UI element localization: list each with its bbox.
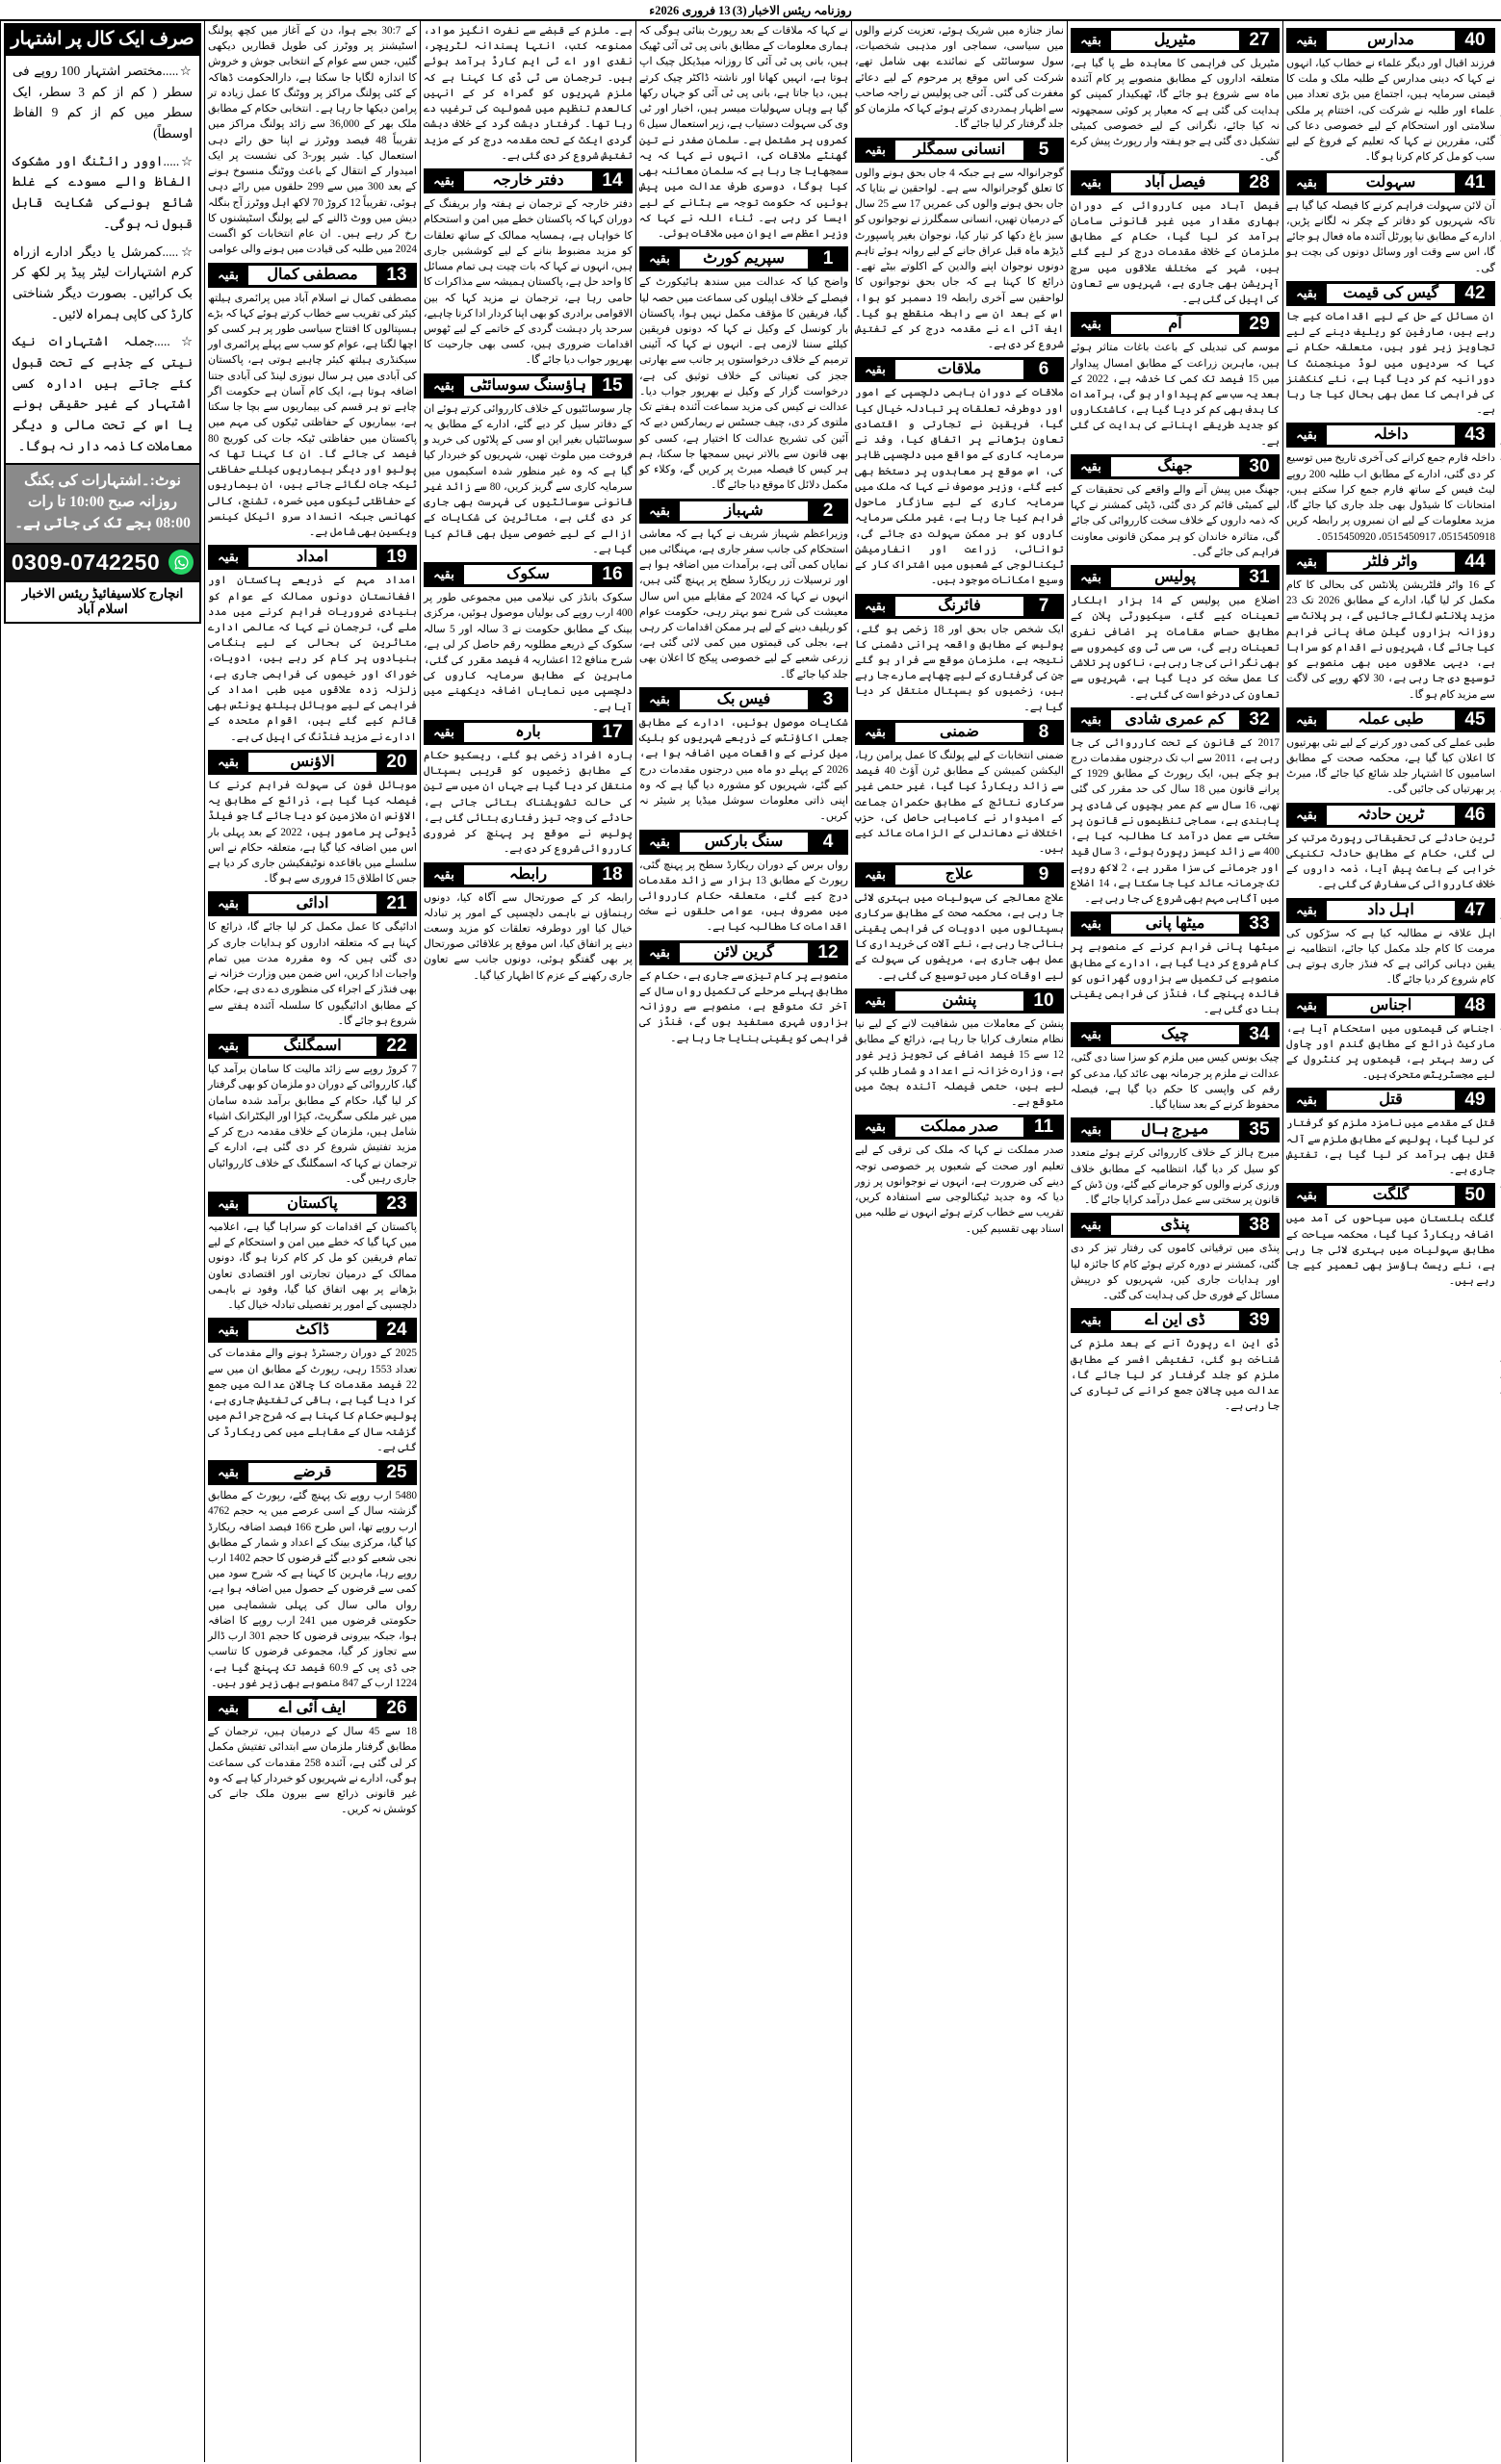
continuation-label: بقیہ	[218, 1465, 239, 1480]
section-title: شہباز	[680, 501, 808, 521]
section-title: پولیس	[1111, 568, 1239, 587]
section-header	[1071, 312, 1280, 337]
article-text: مٹیریل کی فراہمی کا معاہدہ طے پا گیا ہے، متعلقہ اداروں کے مطابق منصوبے پر کام آئندہ ماہ سے شروع ہو جائے گا، ٹھیکیدار کمپنی کو ہدایت کی گئی ہے کہ معیار پر کوئی سمجھوتہ نہ کیا جائے، نگرانی کے لیے خصوصی کمیٹی تشکیل دی گئی ہے جو ہفتہ وار رپورٹ پیش کرے گی۔	[1071, 58, 1280, 164]
ad-rule-item: ☆.....مختصر اشتہار 100 روپے فی سطر ( کم از کم 3 سطر، ایک سطر میں کم از کم 9 الفاظ اوسطاً)	[13, 63, 194, 141]
article-text: شکایات موصول ہوئیں، ادارے کے مطابق جعلی اکاؤنٹس کے ذریعے شہریوں کو بلیک میل کرنے کے واقعات میں اضافہ ہوا ہے، 2026 کے پہلے دو ماہ میں درجنوں مقدمات درج کیے گئے، شہریوں کو مشورہ دیا گیا ہے کہ وہ اپنی ذاتی معلومات سوشل میڈیا پر شیئر نہ کریں۔	[639, 716, 848, 823]
section-number: 14	[602, 170, 623, 192]
article-text: علاج معالجے کی سہولیات میں بہتری لائی جا رہی ہے، محکمہ صحت کے مطابق سرکاری ہسپتالوں میں ادویات کی فراہمی یقینی بنائی جا رہی ہے، نئے آلات کی خریداری کا عمل بھی جاری ہے، مریضوں کی سہولت کے لیے اوقات کار میں توسیع کی گئی ہے۔	[855, 891, 1064, 982]
section-title: مٹیریل	[1111, 31, 1239, 50]
article-text: ایک شخص جاں بحق اور 18 زخمی ہو گئے، پولیس کے مطابق واقعہ پرانی دشمنی کا نتیجہ ہے، ملزمان موقع سے فرار ہو گئے جن کی گرفتاری کے لیے چھاپے مارے جا رہے ہیں، زخمیوں کو ہسپتال منتقل کر دیا گیا ہے۔	[855, 623, 1064, 713]
columns-container	[0, 21, 1501, 2462]
section-title: سپریم کورٹ	[680, 249, 808, 269]
section-header	[1071, 1213, 1280, 1238]
section-header	[639, 246, 848, 271]
article-text: فیصل آباد میں کارروائی کے دوران بھاری مقدار میں غیر قانونی سامان برآمد کر لیا گیا، حکام کے مطابق ملزمان کے خلاف مقدمات درج کر لیے گئے ہیں، شہر کے مختلف علاقوں میں سرچ آپریشن بھی جاری ہے، شہریوں سے تعاون کی اپیل کی گئی ہے۔	[1071, 199, 1280, 306]
ad-box-rules	[6, 56, 199, 463]
continuation-label: بقیہ	[1296, 285, 1317, 300]
section-header	[639, 830, 848, 855]
article-text: دفتر خارجہ کے ترجمان نے ہفتہ وار بریفنگ کے دوران کہا کہ پاکستان خطے میں امن و استحکام کا خواہاں ہے، ہمسایہ ممالک کے ساتھ تعلقات کو مزید مضبوط بنانے کے لیے کوششیں جاری ہیں، انہوں نے کہا کہ بات چیت ہی تمام مسائل کا واحد حل ہے، پاکستان ہمیشہ سے مذاکرات کا حامی رہا ہے، ترجمان نے مزید کہا کہ بین الاقوامی برادری کو بھی اپنا کردار ادا کرنا چاہیے، سرحد پار دہشت گردی کے خاتمے کے لیے ٹھوس اقدامات ضروری ہیں، کسی بھی جارحیت کا بھرپور جواب دیا جائے گا۔	[424, 198, 633, 367]
section-header	[1071, 565, 1280, 590]
section-number: 48	[1464, 994, 1486, 1015]
continuation-label: بقیہ	[1296, 1188, 1317, 1203]
section-title: گرین لائن	[680, 943, 808, 962]
section-number: 25	[386, 1462, 407, 1483]
section-header	[639, 499, 848, 524]
article-text: موبائل فون کی سہولت فراہم کرنے کا فیصلہ کیا گیا ہے، ذرائع کے مطابق یہ الاؤنس ان ملازمین کو دیا جائے گا جو فیلڈ ڈیوٹی پر مامور ہیں، 2022 کے بعد پہلی بار اس میں اضافہ کیا گیا ہے، متعلقہ حکام نے اس سلسلے میں باقاعدہ نوٹیفکیشن جاری کر دیا ہے جس کا اطلاق 15 فروری سے ہو گا۔	[208, 779, 417, 886]
section-header	[1286, 1088, 1495, 1113]
article-text: ضمنی انتخابات کے لیے پولنگ کا عمل پرامن رہا، الیکشن کمیشن کے مطابق ٹرن آؤٹ 40 فیصد سے زائد ریکارڈ کیا گیا، غیر حتمی غیر سرکاری نتائج کے مطابق حکمران جماعت کے امیدوار نے کامیابی حاصل کی، حزب اختلاف نے دھاندلی کے الزامات عائد کیے ہیں۔	[855, 749, 1064, 856]
section-header	[208, 891, 417, 916]
section-number: 15	[602, 374, 623, 396]
section-header	[208, 750, 417, 775]
continuation-label: بقیہ	[1296, 427, 1317, 443]
section-title: صدر مملکت	[895, 1117, 1023, 1137]
section-number: 5	[1038, 139, 1049, 160]
section-number: 26	[386, 1698, 407, 1719]
article-text: گوجرانوالہ سے ہے جبکہ 4 جاں بحق ہونے والوں کا تعلق گوجرانوالہ سے ہے۔ لواحقین نے بتایا کہ جاں بحق ہونے والوں کی عمریں 17 سے 25 سال کے درمیان تھیں، انسانی سمگلرز نے نوجوانوں کو سبز باغ دکھا کر تیار کیا، نوجوان بغیر پاسپورٹ ڈیڑھ ماہ قبل عراق جانے کے لیے روانہ ہوئے تاہم دونوں نوجوان اپنے والدین کے اکلوتے بیٹے تھے۔ ذرائع کا کہنا ہے کہ جاں بحق نوجوانوں کا لواحقین سے آخری رابطہ 19 دسمبر کو ہوا، اس کے بعد ان سے رابطہ منقطع ہو گیا۔ ایف آئی اے نے مقدمہ درج کر کے تفتیش شروع کر دی ہے۔	[855, 167, 1065, 351]
section-title: ادائی	[248, 894, 376, 913]
article-text: میٹھا پانی فراہم کرنے کے منصوبے پر کام شروع کر دیا گیا ہے، ادارے کے مطابق منصوبے کی تکمیل سے ہزاروں گھرانوں کو فائدہ پہنچے گا، فنڈز کی فراہمی یقینی بنا دی گئی ہے۔	[1071, 941, 1280, 1016]
continuation-label: بقیہ	[1080, 916, 1101, 932]
section-header	[208, 1696, 417, 1721]
column-3	[635, 21, 851, 2462]
article-text: پنڈی میں ترقیاتی کاموں کی رفتار تیز کر دی گئی، کمشنر نے دورہ کرتے ہوئے کام کا جائزہ لیا اور ہدایات جاری کیں، شہریوں کو درپیش مسائل کے فوری حل کی ہدایت کی گئی۔	[1071, 1243, 1280, 1302]
section-number: 34	[1249, 1024, 1270, 1045]
section-number: 8	[1038, 721, 1049, 742]
article-text: گلگت بلتستان میں سیاحوں کی آمد میں اضافہ ریکارڈ کیا گیا، محکمہ سیاحت کے مطابق سہولیات میں بہتری لائی جا رہی ہے، نئے ریسٹ ہاؤسز بھی تعمیر کیے جا رہے ہیں۔	[1286, 1213, 1495, 1288]
section-number: 18	[602, 863, 623, 885]
section-header	[1286, 803, 1495, 828]
section-number: 42	[1464, 282, 1486, 303]
section-title: داخلہ	[1327, 425, 1455, 445]
article-text: رابطہ کر کے صورتحال سے آگاہ کیا، دونوں رہنماؤں نے باہمی دلچسپی کے امور پر تبادلہ خیال کیا اور دوطرفہ تعلقات کو مزید وسعت دینے پر اتفاق کیا، اس موقع پر علاقائی صورتحال پر بھی گفتگو ہوئی، دونوں جانب سے تعاون جاری رکھنے کے عزم کا اظہار کیا گیا۔	[424, 891, 633, 982]
article-text: ادائیگی کا عمل مکمل کر لیا جائے گا، ذرائع کا کہنا ہے کہ متعلقہ اداروں کو ہدایات جاری کر دی گئی ہیں کہ وہ مقررہ مدت میں تمام واجبات ادا کریں، اس ضمن میں وزارت خزانہ نے بھی فنڈز کے اجراء کی منظوری دے دی ہے، حکام کے مطابق ادائیگیوں کا سلسلہ آئندہ ہفتے سے شروع ہو جائے گا۔	[208, 921, 417, 1027]
continuation-label: بقیہ	[865, 866, 886, 882]
section-number: 40	[1464, 30, 1486, 50]
section-title: گیس کی قیمت	[1327, 284, 1455, 303]
section-title: اسمگلنگ	[248, 1037, 376, 1056]
section-header	[1286, 550, 1495, 575]
continuation-label: بقیہ	[218, 896, 239, 911]
section-header	[424, 168, 633, 193]
section-number: 45	[1464, 708, 1486, 730]
section-title: ملاقات	[895, 360, 1023, 379]
section-title: پنڈی	[1111, 1216, 1239, 1235]
article-text: جھنگ میں پیش آنے والے واقعے کی تحقیقات کے لیے کمیٹی قائم کر دی گئی، ڈپٹی کمشنر نے کہا کہ ذمہ داروں کے خلاف سخت کارروائی کی جائے گی، متاثرہ خاندان کو ہر ممکن قانونی معاونت فراہم کی جائے گی۔	[1071, 483, 1280, 558]
continuation-label: بقیہ	[218, 754, 239, 769]
section-title: ڈی این اے	[1111, 1311, 1239, 1330]
section-title: بارہ	[464, 723, 592, 742]
section-title: طبی عملہ	[1327, 710, 1455, 730]
section-number: 46	[1464, 804, 1486, 825]
continuation-label: بقیہ	[218, 1701, 239, 1716]
section-number: 47	[1464, 899, 1486, 920]
article-text: نے کہا کہ ملاقات کے بعد رپورٹ بنائی ہوگی کہ ہماری معلومات کے مطابق بانی پی ٹی آئی ٹھیک ہیں، بانی پی ٹی آئی کا روزانہ میڈیکل چیک اپ ہوتا ہے، انہیں کھانا اور ناشتہ ڈاکٹر چیک کرتے ہیں، دیا جاتا ہے، بانی پی ٹی آئی کو جہاں رکھا گیا ہے وہاں سہولیات میسر ہیں، اخبار اور ٹی وی کی سہولت دستیاب ہے، زیر استعمال سیل 6 کمروں پر مشتمل ہے۔ سلمان صفدر نے تین گھنٹے ملاقات کی، انہوں نے کہا کہ یہ سمجھایا جا رہا ہے کہ سلمان معائنہ بھی کیا ہوگا، دوسری طرف عدالت میں پیش ہوئیں کہ حکومت توجہ سے ہٹانے کے لیے ایسا کر رہی ہے۔ ثناء اللہ نے کہا کہ وزیر اعظم سے ایوان میں ملاقات ہوئی۔	[639, 25, 848, 241]
continuation-label: بقیہ	[1296, 711, 1317, 727]
section-title: پاکستان	[248, 1194, 376, 1214]
ad-box-phone-number[interactable]: 0309-0742250	[11, 549, 161, 575]
continuation-label: بقیہ	[865, 724, 886, 739]
column-2	[420, 21, 635, 2462]
section-header	[208, 545, 417, 570]
section-title: رابطہ	[464, 865, 592, 885]
section-number: 11	[1033, 1116, 1054, 1138]
section-number: 12	[817, 941, 839, 962]
article-text: ملاقات کے دوران باہمی دلچسپی کے امور اور دوطرفہ تعلقات پر تبادلہ خیال کیا گیا، فریقین نے تجارتی و اقتصادی تعاون بڑھانے پر اتفاق کیا، وفد نے سرمایہ کاری کے مواقع میں دلچسپی ظاہر کی، اس موقع پر معاہدوں پر دستخط بھی کیے گئے، وزیر موصوف نے کہا کہ ملک میں سرمایہ کاری کے لیے سازگار ماحول فراہم کیا جا رہا ہے، غیر ملکی سرمایہ کاروں کو ہر ممکن سہولت دی جائے گی، توانائی، زراعت اور انفارمیشن ٹیکنالوجی کے شعبوں میں اشتراک کار کے وسیع امکانات موجود ہیں۔	[855, 387, 1064, 587]
section-number: 24	[386, 1320, 407, 1341]
section-title: ہاؤسنگ سوسائٹی	[464, 376, 592, 396]
article-text: اہل علاقہ نے مطالبہ کیا ہے کہ سڑکوں کی مرمت کا کام جلد مکمل کیا جائے، انتظامیہ نے یقین دہانی کرائی ہے کہ فنڈز جاری ہوتے ہی کام شروع کر دیا جائے گا۔	[1286, 927, 1495, 987]
section-number: 43	[1464, 424, 1486, 446]
section-title: جھنگ	[1111, 457, 1239, 476]
section-number: 41	[1464, 171, 1486, 192]
article-text: 5480 ارب روپے تک پہنچ گئے، رپورٹ کے مطابق گزشتہ سال کے اسی عرصے میں یہ حجم 4762 ارب روپے تھا، اس طرح 166 فیصد اضافہ ریکارڈ کیا گیا، مرکزی بینک کے اعداد و شمار کے مطابق نجی شعبے کو دیے گئے قرضوں کا حجم 1402 ارب روپے رہا، ماہرین کا کہنا ہے کہ شرح سود میں کمی سے قرضوں کے حصول میں اضافہ ہوا ہے، رواں مالی سال کی پہلی ششماہی میں حکومتی قرضوں میں 241 ارب روپے کا اضافہ ہوا، جبکہ بیرونی قرضوں کا حجم 301 ارب ڈالر سے تجاوز کر گیا، مجموعی قرضوں کا تناسب جی ڈی پی کے 60.9 فیصد تک پہنچ گیا ہے، 1224 ارب کے 847 منصوبے بھی زیر غور ہیں۔	[208, 1490, 418, 1689]
continuation-label: بقیہ	[1080, 1122, 1101, 1138]
section-number: 23	[386, 1194, 407, 1214]
article-text: وزیراعظم شہباز شریف نے کہا ہے کہ معاشی استحکام کی جانب سفر جاری ہے، مہنگائی میں نمایاں کمی آئی ہے، برآمدات میں اضافہ ہوا ہے اور ترسیلات زر ریکارڈ سطح پر پہنچ گئی ہیں، انہوں نے کہا کہ 2024 کے مقابلے میں اس سال معیشت کی شرح نمو بہتر رہی، حکومت عوام کو ریلیف دینے کے لیے ہر ممکن اقدامات کر رہی ہے، بجلی کی قیمتوں میں کمی لائی گئی ہے، زرعی شعبے کے لیے خصوصی پیکج کا اعلان بھی جلد کیا جائے گا۔	[639, 527, 849, 680]
section-title: مدارس	[1327, 31, 1455, 50]
section-header	[1286, 707, 1495, 732]
continuation-label: بقیہ	[433, 866, 454, 882]
section-header	[1071, 1022, 1280, 1047]
column-6	[1282, 21, 1498, 2462]
section-header	[1071, 28, 1280, 53]
section-number: 30	[1249, 455, 1270, 476]
article-text: چار سوسائٹیوں کے خلاف کارروائی کرتے ہوئے ان کے دفاتر سیل کر دیے گئے، ادارے کے مطابق یہ سوسائٹیاں بغیر این او سی کے پلاٹوں کی خرید و فروخت میں ملوث تھیں، شہریوں کو خبردار کیا گیا ہے کہ وہ غیر منظور شدہ اسکیموں میں سرمایہ کاری سے گریز کریں، 80 سے زائد غیر قانونی سوسائٹیوں کی فہرست بھی جاری کر دی گئی ہے، متاثرین کی شکایات کے ازالے کے لیے خصوصی سیل بھی قائم کیا گیا ہے۔	[424, 402, 634, 555]
column-1	[204, 21, 420, 2462]
masthead-page-number: (3)	[732, 4, 747, 17]
column-4	[851, 21, 1067, 2462]
section-title: امداد	[248, 548, 376, 567]
section-header	[855, 862, 1064, 887]
ad-rule-item: ☆.....کمرشل یا دیگر ادارے ازراہ کرم اشتہارات لیٹر پیڈ پر لکھ کر بک کرائیں۔ بصورت دیگر شناختی کارڈ کی کاپی ہمراہ لائیں۔	[13, 244, 193, 321]
section-number: 31	[1249, 567, 1270, 588]
continuation-label: بقیہ	[865, 141, 886, 157]
section-number: 38	[1249, 1215, 1270, 1236]
section-title: ضمنی	[895, 723, 1023, 742]
continuation-label: بقیہ	[1080, 174, 1101, 190]
article-text: رواں برس کے دوران ریکارڈ سطح پر پہنچ گئی، رپورٹ کے مطابق 13 ہزار سے زائد مقدمات درج کیے گئے، متعلقہ حکام کارروائی میں مصروف ہیں، عوامی حلقوں نے سخت اقدامات کا مطالبہ کیا ہے۔	[639, 859, 848, 934]
section-title: سنگ بارکس	[680, 833, 808, 852]
section-title: انسانی سمگلر	[895, 141, 1023, 160]
article-text: فرزند اقبال اور دیگر علماء نے خطاب کیا، انہوں نے کہا کہ دینی مدارس کے طلبہ ملک و ملت کا قیمتی سرمایہ ہیں، اجتماع میں بڑی تعداد میں علماء اور طلبہ نے شرکت کی، اختتام پر ملکی سلامتی اور استحکام کے لیے خصوصی دعا کی گئی، مقررین نے کہا کہ تعلیم کے فروغ کے لیے سب کو مل کر کام کرنا ہو گا۔	[1286, 58, 1495, 164]
article-text: 2017 کے قانون کے تحت کارروائی کی جا رہی ہے، 2011 سے اب تک درجنوں مقدمات درج ہو چکے ہیں، ایک رپورٹ کے مطابق 1929 کے پرانے قانون میں 18 سال کی حد مقرر کی گئی تھی، 16 سال سے کم عمر بچیوں کی شادی پر پابندی ہے، سماجی تنظیموں نے قانون پر سختی سے عمل درآمد کا مطالبہ کیا ہے، 400 سے زائد کیسز رپورٹ ہوئے، 3 سال قید اور جرمانے کی سزا مقرر ہے، 2 لاکھ روپے تک جرمانہ عائد کیا جا سکتا ہے، 14 اضلاع میں آگاہی مہم بھی شروع کی جا رہی ہے۔	[1071, 736, 1281, 906]
section-header	[1071, 911, 1280, 937]
continuation-label: بقیہ	[1080, 1218, 1101, 1233]
section-header	[855, 138, 1064, 163]
section-header	[1286, 28, 1495, 53]
section-title: پنشن	[895, 991, 1023, 1011]
continuation-label: بقیہ	[649, 251, 670, 267]
section-title: قرضے	[248, 1463, 376, 1482]
article-text: منصوبے پر کام تیزی سے جاری ہے، حکام کے مطابق پہلے مرحلے کی تکمیل رواں سال کے آخر تک متوقع ہے، منصوبے سے روزانہ ہزاروں شہری مستفید ہوں گے، فنڈز کی فراہمی کو یقینی بنایا جا رہا ہے۔	[639, 969, 848, 1044]
article-text: ٹرین حادثے کی تحقیقاتی رپورٹ مرتب کر لی گئی، حکام کے مطابق حادثہ تکنیکی خرابی کے باعث پیش آیا، ذمہ داروں کے خلاف کارروائی کی سفارش کی گئی ہے۔	[1286, 832, 1495, 891]
section-number: 35	[1249, 1119, 1270, 1141]
section-header	[208, 1318, 417, 1343]
article-text: کے 16 واٹر فلٹریشن پلانٹس کی بحالی کا کام مکمل کر لیا گیا، ادارے کے مطابق 2026 تک 23 مزید پلانٹس لگائے جائیں گے، ہر پلانٹ سے روزانہ ہزاروں گیلن صاف پانی فراہم کیا جائے گا، شہریوں نے اقدام کو سراہا ہے، دیہی علاقوں میں بھی منصوبے کو توسیع دی جا رہی ہے، 30 لاکھ روپے کی لاگت سے مزید کام ہو گا۔	[1286, 578, 1496, 701]
masthead-date: 13 فروری 2026ء	[649, 4, 731, 17]
article-text: 18 سے 45 سال کے درمیان ہیں، ترجمان کے مطابق گرفتار ملزمان سے ابتدائی تفتیش مکمل کر لی گئی ہے، آئندہ 258 مقدمات کی سماعت ہو گی، ادارے نے شہریوں کو خبردار کیا ہے کہ وہ غیر قانونی ذرائع سے بیرون ملک جانے کی کوشش نہ کریں۔	[208, 1726, 417, 1816]
ad-box-incharge: انچارج کلاسیفائیڈ ریئس الاخبار اسلام آباد	[6, 580, 199, 622]
article-text: ہے۔ ملزم کے قبضے سے نفرت انگیز مواد، ممنوعہ کتب، انتہا پسندانہ لٹریچر، نقدی اور اے ٹی ایم کارڈ برآمد ہوئے ہیں۔ ترجمان سی ٹی ڈی کا کہنا ہے کہ ملزم شہریوں کو گمراہ کر کے انہیں کالعدم تنظیم میں شمولیت کی ترغیب دے رہا تھا۔ گرفتار دہشت گرد کے خلاف دہشت گردی ایکٹ کے تحت مقدمہ درج کر کے مزید تفتیش شروع کر دی گئی ہے۔	[424, 25, 633, 162]
section-header	[1071, 1117, 1280, 1142]
section-header	[1286, 898, 1495, 923]
section-number: 29	[1249, 314, 1270, 335]
ad-box-phone-row[interactable]	[6, 543, 199, 580]
section-header	[1286, 423, 1495, 448]
section-header	[1071, 707, 1280, 732]
continuation-label: بقیہ	[1296, 33, 1317, 47]
section-header	[424, 562, 633, 587]
section-title: میرج ہال	[1111, 1120, 1239, 1140]
section-title: اجناس	[1327, 996, 1455, 1015]
continuation-label: بقیہ	[433, 724, 454, 739]
section-header	[1071, 170, 1280, 195]
continuation-label: بقیہ	[1080, 33, 1101, 47]
section-header	[1286, 993, 1495, 1018]
continuation-label: بقیہ	[649, 944, 670, 960]
article-text: اجناس کی قیمتوں میں استحکام آیا ہے، مارکیٹ ذرائع کے مطابق گندم اور چاول کی رسد بہتر ہے، قیمتوں پر کنٹرول کے لیے مجسٹریٹس متحرک ہیں۔	[1286, 1022, 1495, 1082]
section-number: 9	[1038, 863, 1049, 885]
continuation-label: بقیہ	[1080, 711, 1101, 727]
continuation-label: بقیہ	[1296, 1092, 1317, 1108]
section-header	[855, 594, 1064, 619]
article-text: 2025 کے دوران رجسٹرڈ ہونے والے مقدمات کی تعداد 1553 رہی، رپورٹ کے مطابق ان میں سے 22 فیصد مقدمات کا چالان عدالت میں جمع کرا دیا گیا ہے، باقی کی تفتیش جاری ہے، پولیس حکام کا کہنا ہے کہ شرح جرائم میں گزشتہ سال کے مقابلے میں کمی ریکارڈ کی گئی ہے۔	[208, 1348, 417, 1453]
section-title: دفتر خارجہ	[464, 171, 592, 191]
article-text: پنشن کے معاملات میں شفافیت لانے کے لیے نیا نظام متعارف کرایا جا رہا ہے، ذرائع کے مطابق 12 سے 15 فیصد اضافے کی تجویز زیر غور ہے، وزارت خزانہ نے اعداد و شمار طلب کر لیے ہیں، حتمی فیصلہ آئندہ بجٹ میں متوقع ہے۔	[855, 1017, 1064, 1109]
section-title: کم عمری شادی	[1111, 710, 1239, 730]
article-text: واضح کیا کہ عدالت میں سندھ ہائیکورٹ کے فیصلے کے خلاف اپیلوں کی سماعت میں حصہ لیا گیا، فریقین کا مؤقف مکمل نہیں ہوا، پاکستان بار کونسل کے وکیل نے کہا کہ دونوں فریقین کیلئے سننا لازمی ہے۔ انہوں نے کہا کہ آئینی ترمیم کے خلاف درخواستوں پر جانب سے بھارتی ججز کی تعیناتی کے خلاف توثیق کی ہے، درخواست گزار کے وکیل نے بھرپور جواب دیا۔ عدالت نے کیس کی مزید سماعت آئندہ ہفتے تک ملتوی کر دی، چیف جسٹس نے ریمارکس دیے کہ آئین کی تشریح عدالت کا اختیار ہے، کسی کو بھی قانون سے بالاتر نہیں سمجھا جا سکتا، ہم ہر کیس کا فیصلہ میرٹ پر کریں گے، وکلاء کو مکمل دلائل کا موقع دیا جائے گا۔	[639, 276, 848, 492]
section-number: 17	[602, 721, 623, 742]
section-header	[639, 687, 848, 712]
continuation-label: بقیہ	[649, 834, 670, 849]
section-number: 32	[1249, 708, 1270, 730]
section-number: 33	[1249, 913, 1270, 935]
section-title: میٹھا پانی	[1111, 914, 1239, 934]
article-text: طبی عملے کی کمی دور کرنے کے لیے نئی بھرتیوں کا اعلان کیا گیا ہے، محکمہ صحت کے مطابق اسامیوں کا اشتہار جلد شائع کیا جائے گا، میرٹ پر بھرتیاں کی جائیں گی۔	[1286, 736, 1495, 796]
continuation-label: بقیہ	[218, 1322, 239, 1338]
section-number: 1	[822, 248, 834, 270]
article-text: اضلاع میں پولیس کے 14 ہزار اہلکار تعینات کیے گئے، سیکیورٹی پلان کے مطابق حساس مقامات پر اضافی نفری تعینات رہے گی، سی سی ٹی وی کیمروں سے بھی نگرانی کی جا رہی ہے، ناکوں پر تلاشی کا عمل سخت کر دیا گیا ہے، شہریوں سے تعاون کی درخواست کی گئی ہے۔	[1071, 595, 1280, 701]
continuation-label: بقیہ	[1080, 570, 1101, 585]
section-header	[424, 373, 633, 398]
ad-box-note: نوٹ:۔اشتہارات کی بکنگ روزانہ صبح 10:00 تا رات 08:00 بجے تک کی جاتی ہے۔	[6, 463, 199, 543]
masthead-paper: روزنامہ ریئس الاخبار	[748, 4, 852, 17]
article-text: 7 کروڑ روپے سے زائد مالیت کا سامان برآمد کیا گیا، کارروائی کے دوران دو ملزمان کو بھی گرفتار کر لیا گیا، حکام کے مطابق برآمد شدہ سامان میں غیر ملکی سگریٹ، کپڑا اور الیکٹرانک اشیاء شامل ہیں، ملزمان کے خلاف مقدمہ درج کر کے مزید تفتیش شروع کر دی گئی ہے، ادارے کے ترجمان نے کہا کہ اسمگلنگ کے خلاف کارروائیاں جاری رہیں گی۔	[208, 1064, 417, 1185]
continuation-label: بقیہ	[218, 1196, 239, 1211]
continuation-label: بقیہ	[433, 173, 454, 189]
article-text: ان مسائل کے حل کے لیے اقدامات کیے جا رہے ہیں، صارفین کو ریلیف دینے کے لیے تجاویز زیر غور ہیں، متعلقہ حکام نے کہا کہ سردیوں میں لوڈ مینجمنٹ کا دورانیہ کم کر دیا گیا ہے، نئے کنکشنز کی فراہمی کا عمل بھی بحال کیا جا رہا ہے۔	[1286, 310, 1495, 417]
continuation-label: بقیہ	[1080, 458, 1101, 474]
article-text: موسم کی تبدیلی کے باعث باغات متاثر ہوئے ہیں، ماہرین زراعت کے مطابق امسال پیداوار میں 15 فیصد تک کمی کا خدشہ ہے، 2022 کے بعد یہ سب سے کم پیداوار ہو گی، برآمدات کا ہدف بھی کم کر دیا گیا ہے، کاشتکاروں کو جدید طریقے اپنانے کی ہدایت کی گئی ہے۔	[1071, 342, 1280, 448]
section-number: 13	[386, 264, 407, 285]
article-text: آن لائن سہولت فراہم کرنے کا فیصلہ کیا گیا ہے تاکہ شہریوں کو دفاتر کے چکر نہ لگانے پڑیں، ادارے کے مطابق نیا پورٹل آئندہ ماہ فعال ہو جائے گا، اس سے وقت اور وسائل دونوں کی بچت ہو گی۔	[1286, 199, 1495, 274]
section-header	[1071, 454, 1280, 479]
section-title: ٹرین حادثہ	[1327, 806, 1455, 825]
article-text: چیک بونس کیس میں ملزم کو سزا سنا دی گئی، عدالت نے ملزم پر جرمانہ بھی عائد کیا، مدعی کو رقم کی واپسی کا حکم دیا گیا ہے، فیصلہ محفوظ کرنے کے بعد سنایا گیا۔	[1071, 1052, 1280, 1112]
section-number: 27	[1249, 30, 1270, 50]
section-title: قتل	[1327, 1091, 1455, 1110]
continuation-label: بقیہ	[218, 267, 239, 282]
continuation-label: بقیہ	[218, 550, 239, 565]
advertisement-box	[4, 23, 201, 624]
section-header	[208, 1192, 417, 1217]
section-number: 19	[386, 547, 407, 568]
ad-rule-item: ☆.....اوور رائٹنگ اور مشکوک الفاظ والے مسودے کے غلط شائع ہونےکی شکایت قابل قبول نہ ہوگی۔	[13, 153, 193, 231]
section-header	[855, 988, 1064, 1014]
section-title: گلگت	[1327, 1186, 1455, 1205]
continuation-label: بقیہ	[1080, 1027, 1101, 1042]
article-text: مصطفی کمال نے اسلام آباد میں پرائمری ہیلتھ کیئر کی تقریب سے خطاب کرتے ہوئے کہا کہ بڑے ہسپتالوں کا افتتاح سیاسی طور پر ہر کسی کو اچھا لگتا ہے، عوام کو سب سے پہلے پرائمری اور سیکنڈری ہیلتھ کیئر چاہیے ہوتی ہے، پاکستان کی آبادی میں ہر سال نیوزی لینڈ کی آبادی جتنا اضافہ ہوتا ہے، ایک کام آسان ہے حکومت اگر چاہے تو ہر قسم کی بیماریوں سے بچا جا سکتا ہے، بیماریوں کے حفاظتی ٹیکوں کی مہم میں پاکستان میں حفاظتی ٹیکہ جات کی کوریج 80 فیصد کی جائے گا۔ ان کا کہنا تھا کہ پولیو اور دیگر بیماریوں کیلئے حفاظتی ٹیکہ جات لگائے جاتے ہیں، ان بیماریوں کے حفاظتی ٹیکوں میں خسرہ، تشنج، کالی کھانسی جبکہ انسداد سرو ائیکل کینسر ویکسین بھی شامل ہے۔	[208, 292, 417, 539]
section-header	[855, 720, 1064, 745]
section-title: اہل داد	[1327, 901, 1455, 920]
section-title: مصطفی کمال	[248, 266, 376, 285]
continuation-label: بقیہ	[433, 377, 454, 393]
section-header	[855, 1115, 1064, 1140]
ad-rule-item: ☆.....جملہ اشتہارات نیک نیتی کے جذبے کے تحت قبول کئے جاتے ہیں ادارہ کسی اشتہار کے غیر حقیقی ہونے یا اس کے تحت مالی و دیگر معاملات کا ذمہ دار نہ ہوگا۔	[13, 334, 193, 453]
section-title: ڈاکٹ	[248, 1321, 376, 1340]
section-number: 2	[822, 500, 834, 521]
section-header	[208, 1034, 417, 1059]
continuation-label: بقیہ	[1080, 317, 1101, 332]
continuation-label: بقیہ	[1296, 902, 1317, 917]
section-header	[208, 263, 417, 288]
section-header	[639, 940, 848, 965]
continuation-label: بقیہ	[1296, 553, 1317, 569]
section-title: الاؤنس	[248, 753, 376, 772]
section-title: واٹر فلٹر	[1327, 552, 1455, 572]
section-header	[208, 1460, 417, 1485]
section-header	[1071, 1308, 1280, 1333]
section-number: 39	[1249, 1310, 1270, 1331]
section-header	[424, 720, 633, 745]
section-title: علاج	[895, 865, 1023, 885]
section-title: ایف آئی اے	[248, 1699, 376, 1718]
continuation-label: بقیہ	[865, 362, 886, 377]
section-title: فیس بک	[680, 690, 808, 709]
section-header	[1286, 281, 1495, 306]
column-5	[1067, 21, 1282, 2462]
masthead	[0, 0, 1501, 21]
column-advertisement	[0, 21, 204, 2462]
continuation-label: بقیہ	[865, 598, 886, 613]
section-title: فیصل آباد	[1111, 173, 1239, 192]
section-number: 10	[1033, 989, 1054, 1011]
section-number: 7	[1038, 595, 1049, 616]
whatsapp-icon	[168, 550, 194, 575]
article-text: داخلہ فارم جمع کرانے کی آخری تاریخ میں توسیع کر دی گئی، ادارے کے مطابق اب طلبہ 200 روپے لیٹ فیس کے ساتھ فارم جمع کرا سکتے ہیں، امتحانات کا شیڈول بھی جلد جاری کیا جائے گا، مزید معلومات کے لیے ان نمبروں پر رابطہ کریں 0515450918، 0515450917، 0515450920۔	[1286, 452, 1496, 543]
section-header	[1286, 170, 1495, 195]
section-title: سکوک	[464, 565, 592, 584]
section-number: 3	[822, 688, 834, 709]
section-number: 22	[386, 1036, 407, 1057]
continuation-label: بقیہ	[1080, 1313, 1101, 1328]
article-text: امداد مہم کے ذریعے پاکستان اور افغانستان دونوں ممالک کے عوام کو بنیادی ضروریات فراہم کرنے میں مدد ملے گی، ترجمان نے کہا کہ عالمی ادارے متاثرین کی بحالی کے لیے ہنگامی بنیادوں پر کام کر رہے ہیں، ادویات، خوراک اور خیموں کی فراہمی جاری ہے، زلزلہ زدہ علاقوں میں طبی امداد کی فراہمی کے لیے موبائل ہیلتھ یونٹس بھی قائم کیے گئے ہیں، اقوام متحدہ کے ادارے نے مزید فنڈنگ کی اپیل کی ہے۔	[208, 575, 417, 743]
article-text: میرج ہالز کے خلاف کارروائی کرتے ہوئے متعدد کو سیل کر دیا گیا، انتظامیہ کے مطابق خلاف ورزی کرنے والوں کو جرمانے کیے گئے، ون ڈش کے قانون پر سختی سے عمل درآمد کرایا جائے گا۔	[1071, 1147, 1280, 1207]
section-title: آم	[1111, 315, 1239, 334]
section-header	[855, 357, 1064, 382]
continuation-label: بقیہ	[1296, 174, 1317, 190]
section-number: 6	[1038, 359, 1049, 380]
section-title: فائرنگ	[895, 597, 1023, 616]
section-title: سہولت	[1327, 173, 1455, 192]
article-text: کے 30:7 بجے ہوا، دن کے آغاز میں کچھ پولنگ اسٹیشنز پر ووٹرز کی طویل قطاریں دیکھی گئیں، جس سے عوام کے انتخابی جوش و خروش کا اندازہ لگایا جا سکتا ہے، دارالحکومت ڈھاکہ کے کئی پولنگ مراکز پر ووٹنگ کا عمل زیادہ تر پرامن دیکھا جا رہا ہے۔ انتخابی حکام کے مطابق ملک بھر کے 36,000 سے زائد پولنگ مراکز میں تقریباً 48 فیصد ووٹرز نے اپنا حق رائے دہی استعمال کیا۔ شیر پور-3 کی نشست پر ایک امیدوار کے انتقال کے باعث ووٹنگ منسوخ ہونے کے بعد 300 میں سے 299 حلقوں میں رائے دہی ہوئی، تقریباً 12 کروڑ 70 لاکھ اہل ووٹرز آج بنگلہ دیش میں ووٹ ڈالنے کے لیے پولنگ اسٹیشنوں کا رخ کر رہے ہیں۔ ان عام انتخابات کو اگست 2024 میں طلبہ کی قیادت میں ہونے والی عوامی	[208, 25, 417, 256]
article-text: بارہ افراد زخمی ہو گئے، ریسکیو حکام کے مطابق زخمیوں کو قریبی ہسپتال منتقل کر دیا گیا ہے جہاں ان میں سے تین کی حالت تشویشناک بتائی جاتی ہے، حادثے کی وجہ تیز رفتاری بتائی گئی ہے، پولیس نے موقع پر پہنچ کر ضروری کارروائی شروع کر دی ہے۔	[424, 749, 633, 856]
article-text: صدر مملکت نے کہا کہ ملک کی ترقی کے لیے تعلیم اور صحت کے شعبوں پر خصوصی توجہ دینے کی ضرورت ہے، انہوں نے نوجوانوں پر زور دیا کہ وہ جدید ٹیکنالوجی سے استفادہ کریں، تقریب سے خطاب کرتے ہوئے انہوں نے طلبہ میں اسناد بھی تقسیم کیں۔	[855, 1144, 1064, 1235]
continuation-label: بقیہ	[649, 691, 670, 706]
continuation-label: بقیہ	[649, 502, 670, 518]
article-text: ڈی این اے رپورٹ آنے کے بعد ملزم کی شناخت ہو گئی، تفتیشی افسر کے مطابق ملزم کو جلد گرفتار کر لیا جائے گا، عدالت میں چالان جمع کرانے کی تیاری کی جا رہی ہے۔	[1071, 1338, 1280, 1413]
section-number: 4	[822, 831, 834, 852]
continuation-label: بقیہ	[865, 1119, 886, 1135]
section-number: 50	[1464, 1185, 1486, 1206]
section-title: چیک	[1111, 1025, 1239, 1044]
article-text: سکوک بانڈز کی نیلامی میں مجموعی طور پر 400 ارب روپے کی بولیاں موصول ہوئیں، مرکزی بینک کے مطابق حکومت نے 3 سالہ اور 5 سالہ سکوک کے ذریعے مطلوبہ رقم حاصل کر لی ہے، شرح منافع 12 اعشاریہ 4 فیصد مقرر کی گئی، ماہرین کے مطابق سرمایہ کاروں کی دلچسپی میں نمایاں اضافہ دیکھنے میں آیا ہے۔	[424, 592, 633, 713]
article-text: نماز جنازہ میں شریک ہوئے، تعزیت کرنے والوں میں سیاسی، سماجی اور مذہبی شخصیات، سول سوسائٹی کے نمائندے بھی شامل تھے، شرکت کی اس موقع پر مرحوم کے لیے دعائے مغفرت کی گئی۔ آئی جی پولیس نے راجہ صاحب سے اظہار ہمدردی کرتے ہوئے کہا کہ ملزمان کو جلد گرفتار کر لیا جائے گا۔	[855, 25, 1064, 131]
section-header	[1286, 1183, 1495, 1208]
article-text: پاکستان کے اقدامات کو سراہا گیا ہے، اعلامیہ میں کہا گیا کہ خطے میں امن و استحکام کے لیے تمام فریقین کو مل کر کام کرنا ہو گا، دونوں ممالک کے درمیان تجارتی اور اقتصادی تعاون بڑھانے پر بھی اتفاق کیا گیا، وفود نے باہمی دلچسپی کے امور پر تفصیلی تبادلہ خیال کیا۔	[208, 1221, 417, 1312]
continuation-label: بقیہ	[1296, 807, 1317, 822]
section-number: 49	[1464, 1090, 1486, 1111]
ad-box-title: صرف ایک کال پر اشتہار	[6, 25, 199, 56]
section-number: 28	[1249, 171, 1270, 192]
section-number: 20	[386, 751, 407, 772]
section-number: 44	[1464, 551, 1486, 572]
section-number: 16	[602, 564, 623, 585]
continuation-label: بقیہ	[433, 567, 454, 582]
continuation-label: بقیہ	[1296, 997, 1317, 1013]
continuation-label: بقیہ	[865, 992, 886, 1008]
continuation-label: بقیہ	[218, 1039, 239, 1054]
section-header	[424, 862, 633, 887]
section-number: 21	[386, 893, 407, 914]
article-text: قتل کے مقدمے میں نامزد ملزم کو گرفتار کر لیا گیا، پولیس کے مطابق ملزم سے آلہ قتل بھی برآمد کر لیا گیا ہے، تفتیش جاری ہے۔	[1286, 1117, 1495, 1177]
